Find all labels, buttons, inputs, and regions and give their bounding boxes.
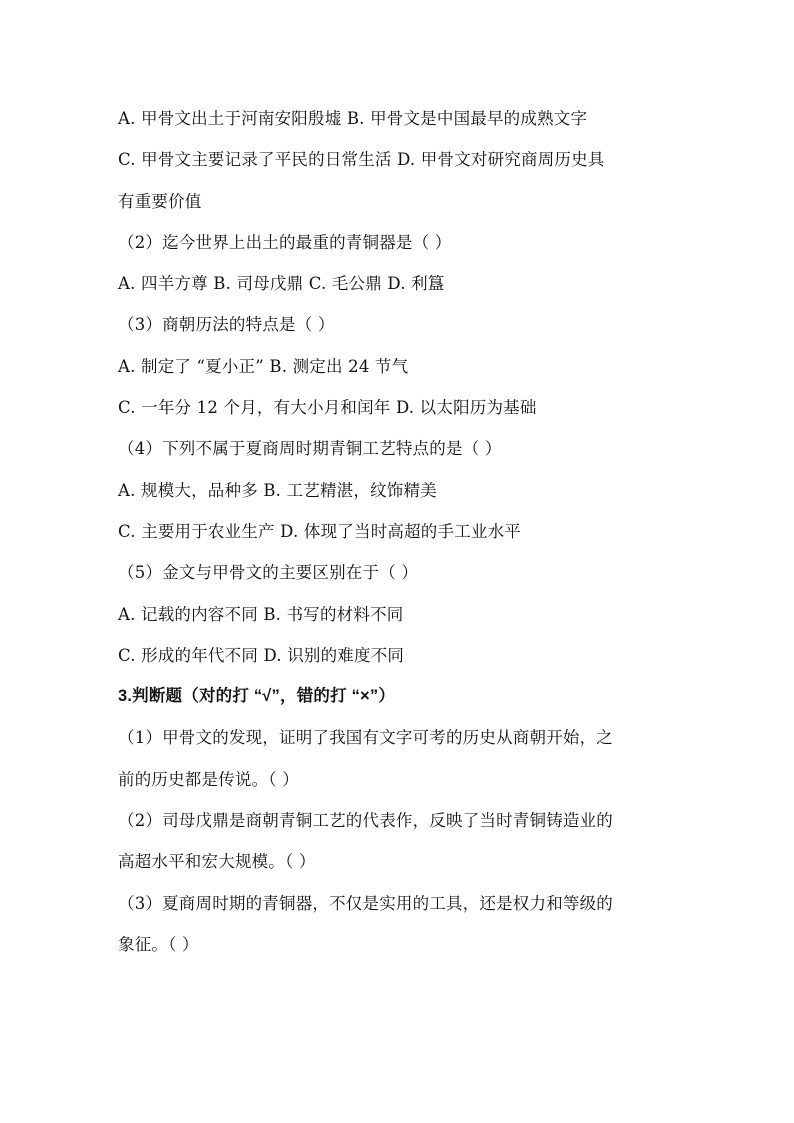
q3-options-ab: A. 制定了 “夏小正” B. 测定出 24 节气: [118, 356, 409, 376]
judge-2-continued: 高超水平和宏大规模。（ ）: [118, 852, 316, 872]
q4-options-ab: A. 规模大，品种多 B. 工艺精湛，纹饰精美: [118, 480, 437, 500]
judge-1-continued: 前的历史都是传说。（ ）: [118, 769, 299, 789]
q1-options-cd: C. 甲骨文主要记录了平民的日常生活 D. 甲骨文对研究商周历史具: [118, 150, 605, 170]
q4-options-cd: C. 主要用于农业生产 D. 体现了当时高超的手工业水平: [118, 521, 522, 541]
judge-2: （2）司母戊鼎是商朝青铜工艺的代表作，反映了当时青铜铸造业的: [118, 811, 613, 831]
q5-options-cd: C. 形成的年代不同 D. 识别的难度不同: [118, 645, 405, 665]
judge-3-continued: 象征。（ ）: [118, 934, 199, 954]
judge-3: （3）夏商周时期的青铜器，不仅是实用的工具，还是权力和等级的: [118, 893, 613, 913]
question-5: （5）金文与甲骨文的主要区别在于（ ）: [118, 563, 419, 583]
question-4: （4）下列不属于夏商周时期青铜工艺特点的是（ ）: [118, 439, 502, 459]
question-3: （3）商朝历法的特点是（ ）: [118, 315, 335, 335]
judge-1: （1）甲骨文的发现，证明了我国有文字可考的历史从商朝开始，之: [118, 728, 613, 748]
q3-options-cd: C. 一年分 12 个月，有大小月和闰年 D. 以太阳历为基础: [118, 398, 537, 418]
q5-options-ab: A. 记载的内容不同 B. 书写的材料不同: [118, 604, 404, 624]
q2-options: A. 四羊方尊 B. 司母戊鼎 C. 毛公鼎 D. 利簋: [118, 274, 445, 294]
section-3-heading: 3.判断题（对的打 “√”，错的打 “×”）: [118, 687, 396, 706]
question-2: （2）迄今世界上出土的最重的青铜器是（ ）: [118, 232, 452, 252]
document-body: [118, 98, 678, 965]
q1-options-ab: A. 甲骨文出土于河南安阳殷墟 B. 甲骨文是中国最早的成熟文字: [118, 109, 588, 128]
q1-options-cd-continued: 有重要价值: [118, 191, 202, 211]
